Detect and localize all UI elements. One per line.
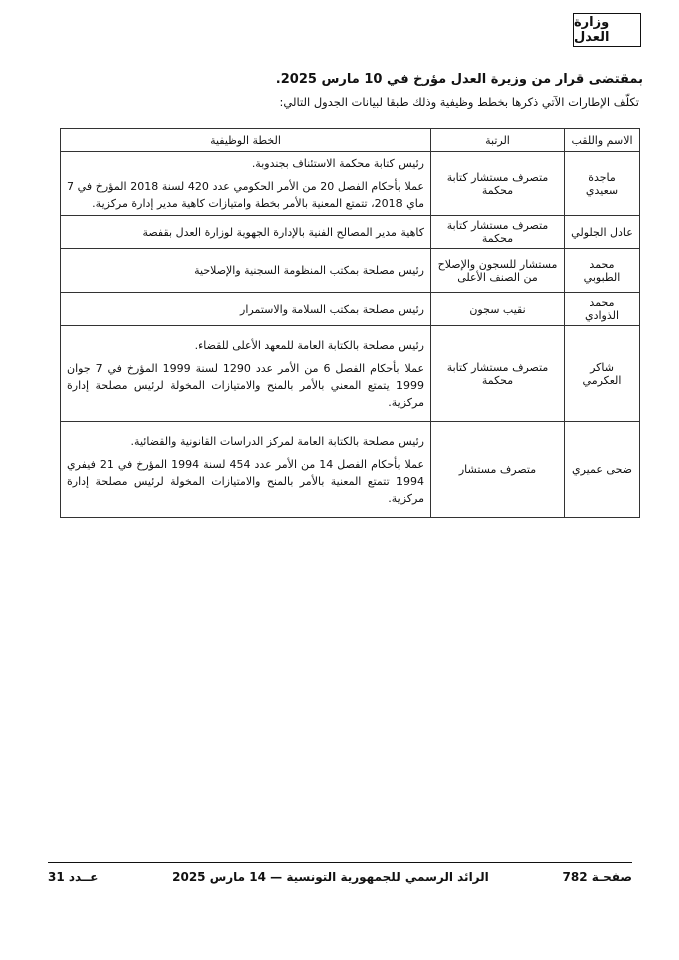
issue-number: عــدد 31 (48, 870, 99, 884)
plan-title: رئيس مصلحة بالكتابة العامة لمركز الدراسات القانونية والقضائية. (130, 434, 424, 448)
plan-title: كاهية مدير المصالح الفنية بالإدارة الجهوية لوزارة العدل بقفصة (142, 225, 424, 239)
table-row (61, 152, 640, 216)
plan-title: رئيس مصلحة بمكتب المنظومة السجنية والإصلاحية (194, 264, 424, 278)
row-rank: متصرف مستشار (431, 422, 565, 518)
header-rank: الرتبة (431, 129, 565, 152)
row-rank: متصرف مستشار كتابة محكمة (431, 216, 565, 249)
plan-note: عملا بأحكام الفصل 6 من الأمر عدد 1290 لسنة 1999 المؤرخ في 7 جوان 1999 يتمتع المعني بالأمر بالمنح والامتيازات المخولة لرئيس مصلحة إدارة مركزية. (67, 361, 425, 409)
table-row (61, 326, 640, 422)
plan-title: رئيس مصلحة بمكتب السلامة والاستمرار (240, 302, 424, 316)
row-name: محمد الذوادي (565, 293, 640, 326)
footer-divider (48, 862, 632, 863)
journal-title: الرائد الرسمي للجمهورية التونسية — 14 مارس 2025 (172, 870, 489, 884)
row-name: ماجدة سعيدي (565, 152, 640, 216)
table-header-row (61, 129, 640, 152)
header-name: الاسم واللقب (565, 129, 640, 152)
row-plan (61, 326, 431, 422)
table-row (61, 293, 640, 326)
intro-text: تكلّف الإطارات الآتي ذكرها بخطط وظيفية وذلك طبقا لبيانات الجدول التالي: (279, 95, 639, 109)
table-row (61, 216, 640, 249)
row-plan (61, 422, 431, 518)
row-plan (61, 216, 431, 249)
page-number: صفحـة 782 (562, 870, 632, 884)
header-plan: الخطة الوظيفية (61, 129, 431, 152)
row-name: محمد الطبوبي (565, 249, 640, 293)
table-row (61, 422, 640, 518)
plan-note: عملا بأحكام الفصل 20 من الأمر الحكومي عدد 420 لسنة 2018 المؤرخ في 7 ماي 2018، تتمتع المعنية بالأمر بخطة وامتيازات كاهية مدير إدارة مركزية. (67, 180, 424, 211)
decision-text: بمقتضى قرار من وزيرة العدل مؤرخ في 10 مارس 2025. (275, 72, 643, 87)
row-name: شاكر العكرمي (565, 326, 640, 422)
row-rank: متصرف مستشار كتابة محكمة (431, 326, 565, 422)
row-name: ضحى عميري (565, 422, 640, 518)
row-plan (61, 249, 431, 293)
plan-title: رئيس كتابة محكمة الاستئناف بجندوبة. (251, 157, 424, 170)
row-rank: نقيب سجون (431, 293, 565, 326)
ministry-label: وزارة العدل (573, 13, 641, 47)
row-plan (61, 293, 431, 326)
row-rank: مستشار للسجون والإصلاح من الصنف الأعلى (431, 249, 565, 293)
plan-title: رئيس مصلحة بالكتابة العامة للمعهد الأعلى للقضاء. (194, 338, 424, 352)
row-plan (61, 152, 431, 216)
plan-note: عملا بأحكام الفصل 14 من الأمر عدد 454 لسنة 1994 المؤرخ في 21 فيفري 1994 تتمتع المعنية بالأمر بالمنح والامتيازات المخولة لرئيس مصلحة إدارة مركزية. (67, 457, 425, 505)
page-footer (48, 870, 632, 884)
table-row (61, 249, 640, 293)
assignments-table (60, 128, 640, 518)
row-name: عادل الجلولي (565, 216, 640, 249)
row-rank: متصرف مستشار كتابة محكمة (431, 152, 565, 216)
